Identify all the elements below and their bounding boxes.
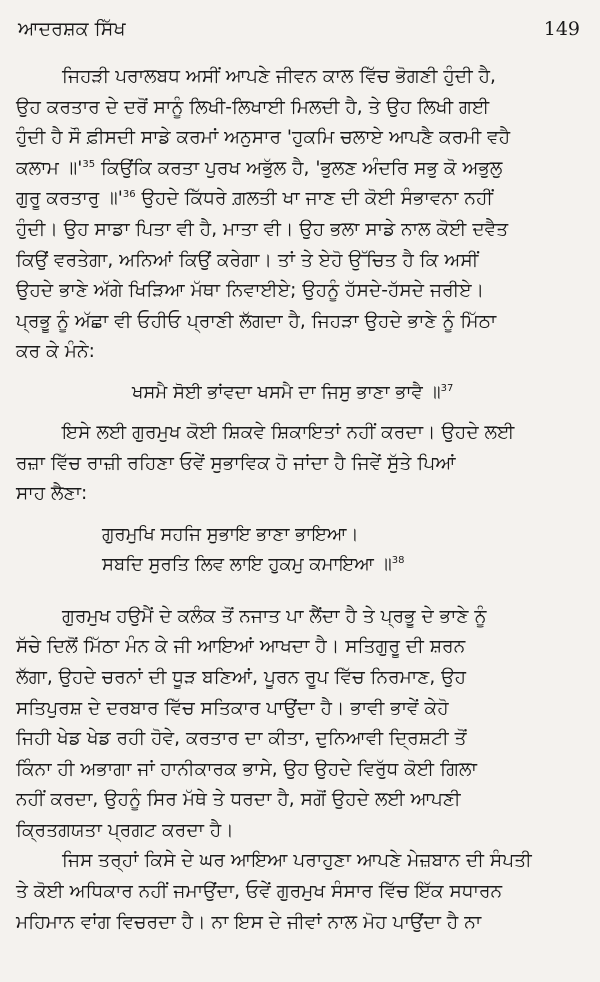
running-title: ਆਦਰਸ਼ਕ ਸਿੱਖ — [18, 18, 126, 40]
text-line: ਸੱਚੇ ਦਿਲੋਂ ਮਿੱਠਾ ਮੰਨ ਕੇ ਜੀ ਆਇਆਂ ਆਖਦਾ ਹੈ। ਸਤਿਗੁਰੂ ਦੀ ਸ਼ਰਨ — [16, 636, 466, 658]
text-line: ਸਾਹ ਲੈਣਾ: — [16, 483, 88, 505]
text-line: ਗੁਰਮੁਖ ਹਉਮੈਂ ਦੇ ਕਲੰਕ ਤੋਂ ਨਜਾਤ ਪਾ ਲੈਂਦਾ ਹੈ ਤੇ ਪ੍ਰਭੂ ਦੇ ਭਾਣੇ ਨੂੰ — [62, 605, 487, 627]
text-line: ਉਹਦੇ ਭਾਣੇ ਅੱਗੇ ਖਿੜਿਆ ਮੱਥਾ ਨਿਵਾਈਏ; ਉਹਨੂੰ ਹੱਸਦੇ-ਹੱਸਦੇ ਜਰੀਏ। — [16, 280, 485, 302]
text-segment: ਕਲਾਮ ॥' — [16, 157, 83, 179]
quote-text: ਸਬਦਿ ਸੁਰਤਿ ਲਿਵ ਲਾਇ ਹੁਕਮੁ ਕਮਾਇਆ ॥ — [102, 553, 392, 575]
quote-line — [16, 550, 584, 580]
text-segment: ਗੁਰੂ ਕਰਤਾਰੁ ॥' — [16, 188, 123, 210]
text-line: ਮਹਿਮਾਨ ਵਾਂਗ ਵਿਚਰਦਾ ਹੈ। ਨਾ ਇਸ ਦੇ ਜੀਵਾਂ ਨਾਲ ਮੋਹ ਪਾਉਂਦਾ ਹੈ ਨਾ — [16, 911, 482, 933]
footnote-ref-38: 38 — [391, 554, 405, 566]
paragraph-1 — [16, 62, 584, 368]
scripture-quote-1 — [16, 378, 584, 408]
text-line: ਕਿੰਨਾ ਹੀ ਅਭਾਗਾ ਜਾਂ ਹਾਨੀਕਾਰਕ ਭਾਸੇ, ਉਹ ਉਹਦੇ ਵਿਰੁੱਧ ਕੋਈ ਗਿਲਾ — [16, 758, 477, 780]
paragraph-2 — [16, 418, 584, 510]
footnote-ref-37: 37 — [440, 382, 454, 394]
text-line: ਹੁੰਦੀ। ਉਹ ਸਾਡਾ ਪਿਤਾ ਵੀ ਹੈ, ਮਾਤਾ ਵੀ। ਉਹ ਭਲਾ ਸਾਡੇ ਨਾਲ ਕੋਈ ਦਵੈਤ — [16, 218, 509, 240]
page-number: 149 — [543, 18, 580, 40]
text-line: ਕ੍ਰਿਤਗਯਤਾ ਪ੍ਰਗਟ ਕਰਦਾ ਹੈ। — [16, 819, 234, 841]
text-line: ਸਤਿਪੁਰਸ਼ ਦੇ ਦਰਬਾਰ ਵਿੱਚ ਸਤਿਕਾਰ ਪਾਉਂਦਾ ਹੈ। ਭਾਵੀ ਭਾਵੇਂ ਕੇਹੋ — [16, 697, 449, 719]
quote-line: ਗੁਰਮੁਖਿ ਸਹਜਿ ਸੁਭਾਇ ਭਾਣਾ ਭਾਇਆ। — [102, 523, 359, 545]
text-segment: ਕਿਉਂਕਿ ਕਰਤਾ ਪੁਰਖ ਅਭੁੱਲ ਹੈ, 'ਭੁਲਣ ਅੰਦਰਿ ਸਭੁ ਕੋ ਅਭੁਲੁ — [101, 157, 503, 179]
text-line: ਉਹ ਕਰਤਾਰ ਦੇ ਦਰੋਂ ਸਾਨੂੰ ਲਿਖੀ-ਲਿਖਾਈ ਮਿਲਦੀ ਹੈ, ਤੇ ਉਹ ਲਿਖੀ ਗਈ — [16, 96, 490, 118]
text-line: ਪ੍ਰਭੂ ਨੂੰ ਅੱਛਾ ਵੀ ਓਹੀਓ ਪ੍ਰਾਣੀ ਲੱਗਦਾ ਹੈ, ਜਿਹੜਾ ਉਹਦੇ ਭਾਣੇ ਨੂੰ ਮਿੱਠਾ — [16, 310, 497, 332]
footnote-ref-36: 36 — [122, 189, 136, 201]
text-line — [16, 184, 584, 215]
text-line: ਜਿਹੀ ਖੇਡ ਖੇਡ ਰਹੀ ਹੋਵੇ, ਕਰਤਾਰ ਦਾ ਕੀਤਾ, ਦੁਨਿਆਵੀ ਦ੍ਰਿਸ਼ਟੀ ਤੋਂ — [16, 728, 467, 750]
text-segment: ਉਹਦੇ ਕਿੱਧਰੇ ਗ਼ਲਤੀ ਖਾ ਜਾਣ ਦੀ ਕੋਈ ਸੰਭਾਵਨਾ ਨਹੀਂ — [141, 188, 493, 210]
text-line: ਜਿਸ ਤਰ੍ਹਾਂ ਕਿਸੇ ਦੇ ਘਰ ਆਇਆ ਪਰਾਹੁਣਾ ਆਪਣੇ ਮੇਜ਼ਬਾਨ ਦੀ ਸੰਪਤੀ — [62, 850, 532, 872]
scripture-quote-2 — [16, 520, 584, 580]
text-line: ਜਿਹੜੀ ਪਰਾਲਬਧ ਅਸੀਂ ਆਪਣੇ ਜੀਵਨ ਕਾਲ ਵਿੱਚ ਭੋਗਣੀ ਹੁੰਦੀ ਹੈ, — [62, 66, 496, 87]
footnote-ref-35: 35 — [82, 158, 96, 170]
running-header — [16, 18, 584, 40]
text-line: ਇਸੇ ਲਈ ਗੁਰਮੁਖ ਕੋਈ ਸ਼ਿਕਵੇ ਸ਼ਿਕਾਇਤਾਂ ਨਹੀਂ ਕਰਦਾ। ਉਹਦੇ ਲਈ — [62, 421, 515, 443]
text-line: ਕਰ ਕੇ ਮੰਨੇ: — [16, 341, 95, 363]
paragraph-4 — [16, 846, 584, 938]
text-line: ਲੱਗਾ, ਉਹਦੇ ਚਰਨਾਂ ਦੀ ਧੂੜ ਬਣਿਆਂ, ਪੂਰਨ ਰੂਪ ਵਿੱਚ ਨਿਰਮਾਣ, ਉਹ — [16, 666, 466, 688]
quote-line — [16, 378, 584, 408]
text-line: ਨਹੀਂ ਕਰਦਾ, ਉਹਨੂੰ ਸਿਰ ਮੱਥੇ ਤੇ ਧਰਦਾ ਹੈ, ਸਗੋਂ ਉਹਦੇ ਲਈ ਆਪਣੀ — [16, 789, 461, 811]
quote-text: ਖਸਮੈ ਸੋਈ ਭਾਂਵਦਾ ਖਸਮੈ ਦਾ ਜਿਸੁ ਭਾਣਾ ਭਾਵੈ ॥ — [132, 381, 441, 403]
text-line — [16, 154, 584, 185]
text-line: ਕਿਉਂ ਵਰਤੇਗਾ, ਅਨਿਆਂ ਕਿਉਂ ਕਰੇਗਾ। ਤਾਂ ਤੇ ਏਹੋ ਉੱਚਿਤ ਹੈ ਕਿ ਅਸੀਂ — [16, 249, 479, 271]
paragraph-3 — [16, 602, 584, 847]
text-line: ਰਜ਼ਾ ਵਿੱਚ ਰਾਜ਼ੀ ਰਹਿਣਾ ਓਵੇਂ ਸੁਭਾਵਿਕ ਹੋ ਜਾਂਦਾ ਹੈ ਜਿਵੇਂ ਸੁੱਤੇ ਪਿਆਂ — [16, 452, 456, 474]
text-line: ਤੇ ਕੋਈ ਅਧਿਕਾਰ ਨਹੀਂ ਜਮਾਉਂਦਾ, ਓਵੇਂ ਗੁਰਮੁਖ ਸੰਸਾਰ ਵਿੱਚ ਇੱਕ ਸਧਾਰਨ — [16, 881, 503, 903]
text-line: ਹੁੰਦੀ ਹੈ ਸੌ ਫ਼ੀਸਦੀ ਸਾਡੇ ਕਰਮਾਂ ਅਨੁਸਾਰ 'ਹੁਕਮਿ ਚਲਾਏ ਆਪਣੈ ਕਰਮੀ ਵਹੈ — [16, 127, 511, 149]
